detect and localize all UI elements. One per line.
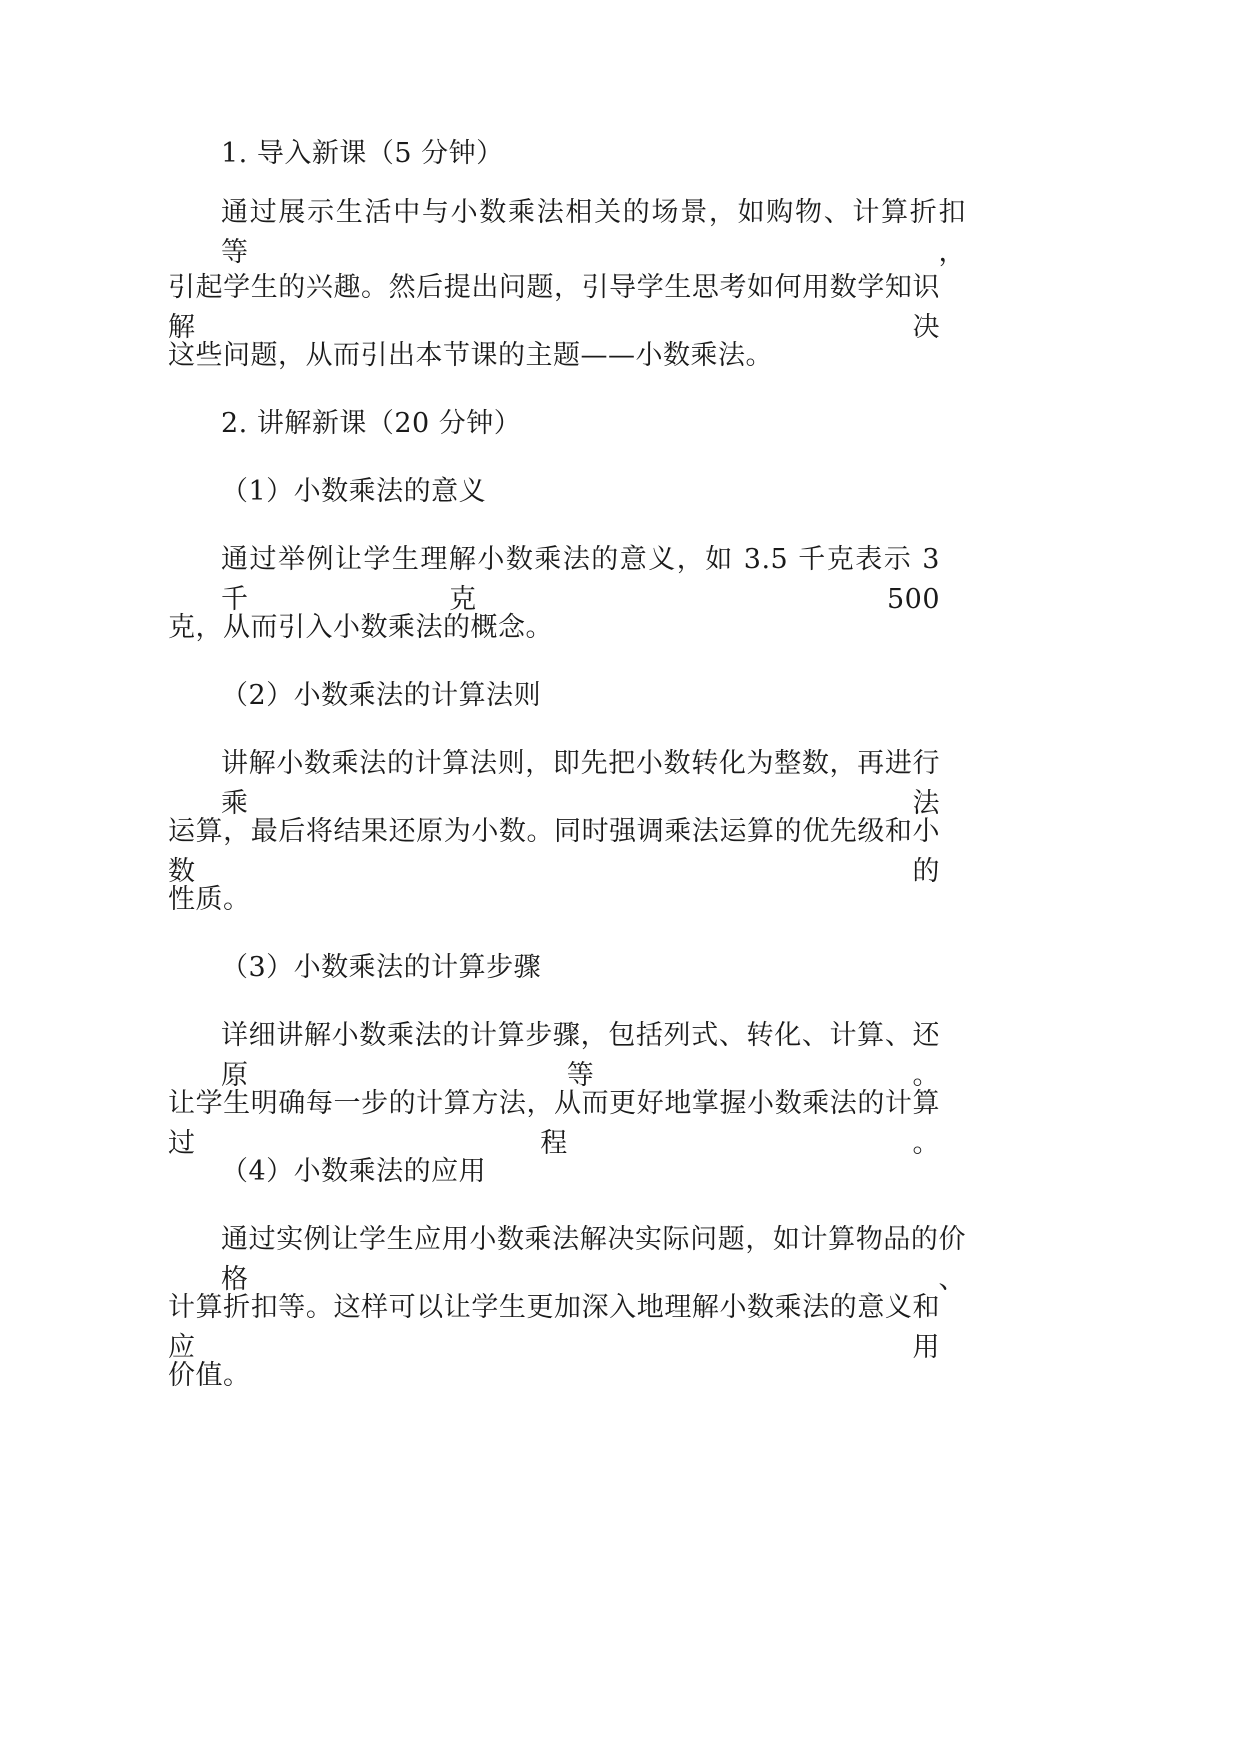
paragraph-line: 通过展示生活中与小数乘法相关的场景，如购物、计算折扣等， bbox=[221, 197, 966, 268]
paragraph-line: 这些问题，从而引出本节课的主题——小数乘法。 bbox=[168, 340, 773, 371]
paragraph-line: 详细讲解小数乘法的计算步骤，包括列式、转化、计算、还原等。 bbox=[221, 1020, 940, 1091]
subsection-title-3: （3）小数乘法的计算步骤 bbox=[221, 952, 542, 983]
paragraph-line: 克，从而引入小数乘法的概念。 bbox=[168, 612, 553, 643]
paragraph-line: 性质。 bbox=[168, 884, 251, 915]
subsection-title-1: （1）小数乘法的意义 bbox=[221, 476, 487, 507]
subsection-title-2: （2）小数乘法的计算法则 bbox=[221, 680, 542, 711]
paragraph-line: 运算，最后将结果还原为小数。同时强调乘法运算的优先级和小数的 bbox=[168, 816, 940, 887]
section-heading-1: 1. 导入新课（5 分钟） bbox=[221, 138, 504, 169]
paragraph-line: 计算折扣等。这样可以让学生更加深入地理解小数乘法的意义和应用 bbox=[168, 1292, 940, 1363]
paragraph-line: 引起学生的兴趣。然后提出问题，引导学生思考如何用数学知识解决 bbox=[168, 272, 940, 343]
section-heading-2: 2. 讲解新课（20 分钟） bbox=[221, 408, 522, 439]
paragraph-line: 讲解小数乘法的计算法则，即先把小数转化为整数，再进行乘法 bbox=[221, 748, 940, 819]
paragraph-line: 通过实例让学生应用小数乘法解决实际问题，如计算物品的价格、 bbox=[221, 1224, 966, 1295]
paragraph-line: 让学生明确每一步的计算方法，从而更好地掌握小数乘法的计算过程。 bbox=[168, 1088, 940, 1159]
paragraph-line: 通过举例让学生理解小数乘法的意义，如 3.5 千克表示 3 千克 500 bbox=[221, 544, 940, 615]
paragraph-line: 价值。 bbox=[168, 1360, 251, 1391]
subsection-title-4: （4）小数乘法的应用 bbox=[221, 1156, 487, 1187]
